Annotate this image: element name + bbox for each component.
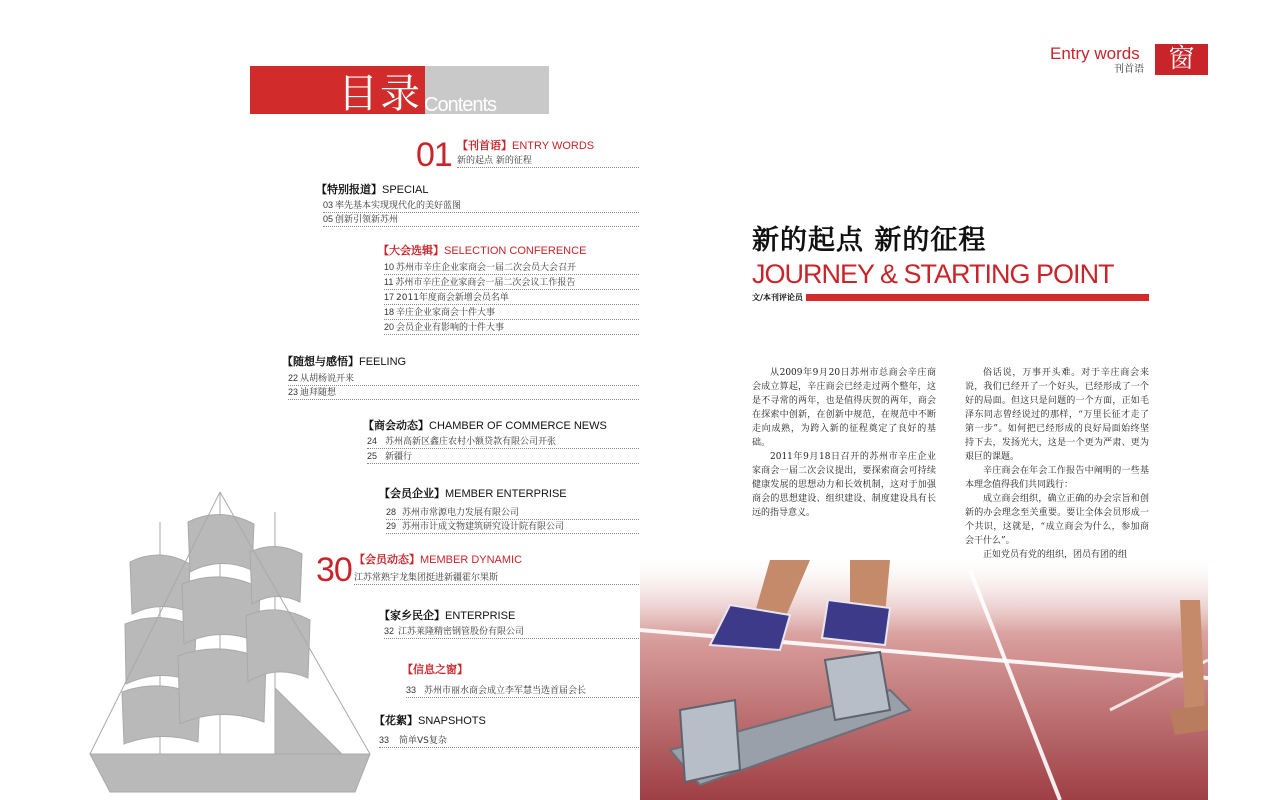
article-column-2 <box>965 366 1149 562</box>
toc-item[interactable]: 33 苏州市丽水商会成立李军慧当选首届会长 <box>406 684 639 698</box>
contents-title-en: Contents <box>424 94 497 116</box>
toc-special-heading: 【特别报道】SPECIAL <box>316 183 429 196</box>
toc-chamber-heading: 【商会动态】CHAMBER OF COMMERCE NEWS <box>363 419 607 432</box>
toc-entry-words-cn: 【刊首语】 <box>457 139 512 152</box>
toc-item[interactable]: 18 辛庄企业家商会十件大事 <box>384 306 639 320</box>
section-label-cn: 刊首语 <box>1114 64 1144 75</box>
toc-item[interactable]: 32 江苏莱隆精密钢管股份有限公司 <box>384 625 639 639</box>
article-paragraph: 俗话说，万事开头难。对于辛庄商会来说，我们已经开了一个好头，已经形成了一个好的局面。但这只是问题的一个方面，正如毛泽东同志曾经说过的那样，“万里长征才走了第一步”。如何把已经形成的良好局面始终坚持下去，发扬光大，这是一个更为严肃、更为艰巨的课题。 <box>965 368 1149 462</box>
toc-item[interactable]: 03 率先基本实现现代化的美好蓝图 <box>323 199 639 213</box>
toc-item[interactable]: 23 迪拜随想 <box>288 386 639 400</box>
toc-item[interactable]: 20 会员企业有影响的十件大事 <box>384 321 639 335</box>
sailing-ship-illustration <box>70 492 390 800</box>
toc-item[interactable]: 33 简单VS复杂 <box>379 734 639 748</box>
article-paragraph: 从2009年9月20日苏州市总商会辛庄商会成立算起，辛庄商会已经走过两个整年，这是不寻常的两年，也是值得庆贺的两年，商会在探索中创新，在创新中规范，在规范中不断走向成熟，为跨入新的征程奠定了良好的基础。 <box>752 368 936 448</box>
article-paragraph: 2011年9月18日召开的苏州市辛庄企业家商会一届二次会议提出，要探索商会可持续健康发展的思想动力和长效机制，这对于加强商会的思想建设、组织建设、制度建设具有长远的指导意义。 <box>752 452 936 518</box>
contents-title-cn: 目录 <box>338 71 422 117</box>
article-title-cn: 新的起点 新的征程 <box>752 225 987 256</box>
toc-item[interactable]: 29 苏州市计成文物建筑研究设计院有限公司 <box>386 520 639 534</box>
toc-item[interactable]: 11 苏州市辛庄企业家商会一届二次会议工作报告 <box>384 276 639 290</box>
toc-item[interactable]: 新的起点 新的征程 <box>457 155 639 168</box>
toc-info-heading: 【信息之窗】 <box>402 663 468 676</box>
toc-entry-words-en: ENTRY WORDS <box>512 140 595 152</box>
article-byline: 文/本刊评论员 <box>752 293 803 302</box>
article-paragraph: 辛庄商会在年会工作报告中阐明的一些基本理念值得我们共同践行： <box>965 466 1149 490</box>
sprinter-starting-blocks-photo <box>640 560 1208 800</box>
article-column-1 <box>752 366 936 520</box>
toc-item[interactable]: 10 苏州市辛庄企业家商会一届二次会员大会召开 <box>384 261 639 275</box>
toc-item[interactable]: 江苏常熟宇龙集团挺进新疆霍尔果斯 <box>354 572 639 585</box>
toc-item[interactable]: 17 2011年度商会新增会员名单 <box>384 291 639 305</box>
article-paragraph: 成立商会组织，确立正确的办会宗旨和创新的办会理念至关重要。要让全体会员形成一个共识，这就是，“成立商会为什么，参加商会干什么”。 <box>965 494 1149 546</box>
toc-conference-heading: 【大会选辑】SELECTION CONFERENCE <box>378 244 587 257</box>
article-paragraph: 正如党员有党的组织，团员有团的组 <box>983 550 1128 560</box>
toc-member-enterprise-heading: 【会员企业】MEMBER ENTERPRISE <box>379 487 567 500</box>
byline-red-bar <box>806 294 1149 301</box>
toc-item[interactable]: 28 苏州市常源电力发展有限公司 <box>386 506 639 520</box>
section-label-en: Entry words <box>1050 44 1140 63</box>
toc-item[interactable]: 24 苏州高新区鑫庄农村小额贷款有限公司开张 <box>367 435 639 449</box>
toc-member-dynamic-number: 30 <box>316 551 352 589</box>
toc-entry-words-number: 01 <box>416 136 452 174</box>
article-title-en: JOURNEY & STARTING POINT <box>752 259 1114 289</box>
toc-enterprise-heading: 【家乡民企】ENTERPRISE <box>379 609 516 622</box>
toc-item[interactable]: 05 创新引领新苏州 <box>323 213 639 227</box>
toc-snapshots-heading: 【花絮】SNAPSHOTS <box>374 714 486 727</box>
toc-member-dynamic-heading: 【会员动态】MEMBER DYNAMIC <box>354 553 523 566</box>
toc-entry-words-heading <box>457 139 594 153</box>
section-label-box: 窗 <box>1155 44 1208 75</box>
toc-item[interactable]: 25 新疆行 <box>367 450 639 464</box>
toc-item[interactable]: 22 从胡杨说开来 <box>288 372 639 386</box>
toc-feeling-heading: 【随想与感悟】FEELING <box>282 355 407 368</box>
